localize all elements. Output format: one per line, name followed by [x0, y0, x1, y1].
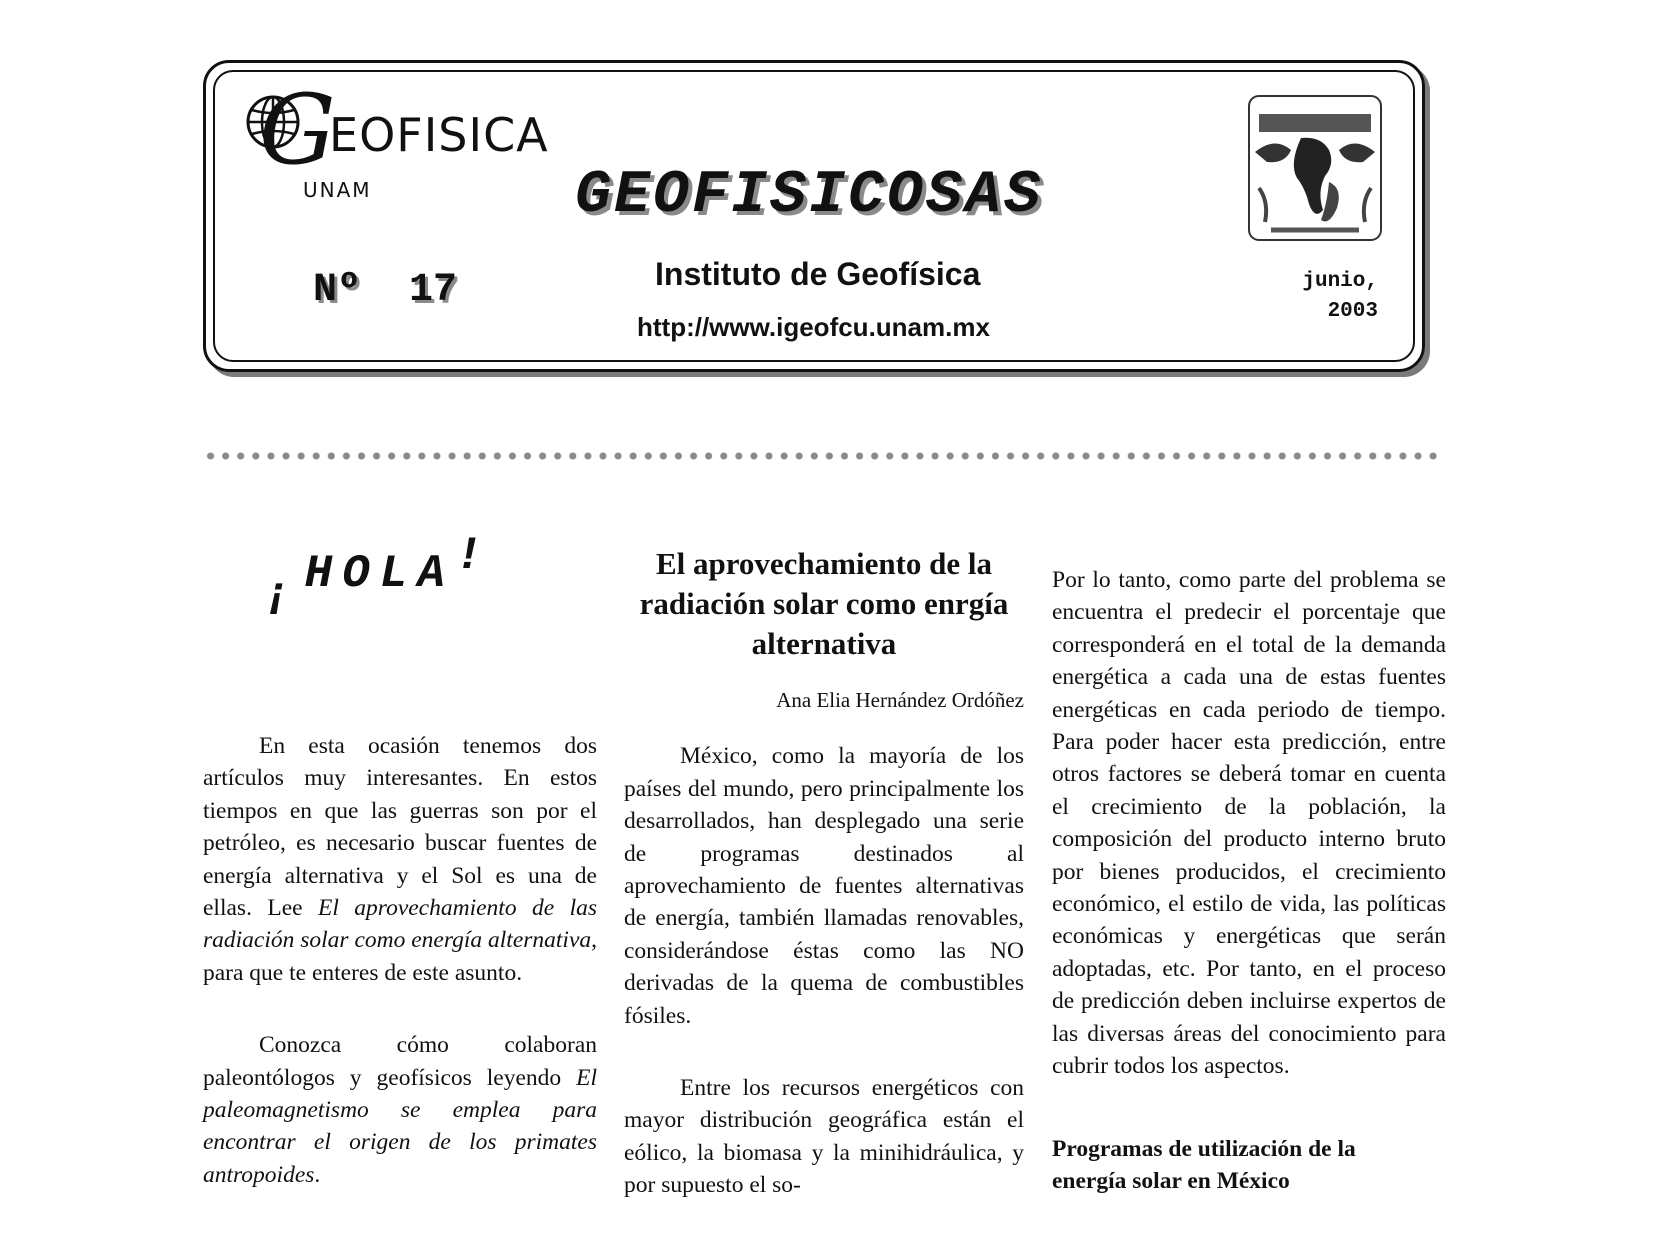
masthead-inner-frame [213, 70, 1415, 362]
geofisica-unam-logo [245, 74, 575, 204]
masthead [203, 60, 1425, 372]
article-byline: Ana Elia Hernández Ordóñez [776, 688, 1024, 712]
website-url: http://www.igeofcu.unam.mx [637, 312, 990, 342]
paragraph-gap [624, 1032, 1024, 1072]
hola-heading [263, 530, 483, 622]
intro-p2-text-a: Conozca cómo colaboran paleontólogos y geofísicos leyendo [203, 1032, 597, 1091]
issue-label: Nº [313, 268, 362, 313]
subheading-line-1: Programas de utilización de la [1052, 1135, 1356, 1162]
intro-p1-text-a: En esta ocasión tenemos dos artículos muy interesantes. En estos tiempos en que las guerras son por el petróleo, es necesario buscar fuentes de energía alternativa y el Sol es una de ellas. Lee [203, 733, 597, 922]
article-paragraph-1: México, como la mayoría de los países del mundo, pero principalmente los desarrollados, han desplegado una serie de programas destinados al aprovechamiento de fuentes alternativas de energía, también llamadas renovables, considerándose éstas como las NO derivadas de la quema de combustibles fósiles. [624, 743, 1024, 1029]
issue-date-year: 2003 [1327, 300, 1378, 323]
intro-p2-article-title: El paleomagnetismo se emplea para encontrar el origen de los primates antropoides [203, 1064, 597, 1188]
issue-date-month: junio, [1302, 270, 1378, 293]
logo-wordmark: EOFISICA [329, 108, 549, 162]
issue-date [1268, 267, 1378, 327]
column-article [624, 546, 1024, 1202]
logo-subtitle: UNAM [303, 178, 372, 202]
issue-number [313, 268, 457, 313]
section-subheading [1052, 1133, 1446, 1198]
intro-paragraph-2 [203, 1029, 597, 1191]
intro-p1-article-title: El aprovechamiento de las radiación solar como energía alternativa [203, 895, 598, 954]
hola-exclamation: ! [455, 530, 483, 582]
logo-g-letter: G [259, 74, 336, 186]
intro-paragraph-1 [203, 730, 597, 989]
intro-p2-text-b: . [314, 1161, 321, 1188]
newsletter-title: GEOFISICOSAS [575, 162, 1044, 230]
article-paragraph-2: Entre los recursos energéticos con mayor distribución geográfica están el eólico, la biomasa y la minihidráulica, y por supuesto el so- [624, 1075, 1024, 1199]
subheading-line-2: energía solar en México [1052, 1167, 1290, 1194]
dotted-divider [203, 451, 1443, 461]
article-title: El aprovechamiento de la radiación solar como enrgía alternativa [639, 546, 1009, 661]
column-intro [203, 730, 597, 1191]
paragraph-gap [1052, 1083, 1446, 1133]
intro-p1-text-b: , para que te enteres de este asunto. [203, 927, 598, 986]
issue-value: 17 [409, 268, 458, 313]
hola-word: HOLA [304, 548, 456, 600]
article-paragraph-continued: Por lo tanto, como parte del problema se encuentra el predecir el porcentaje que corresponderá en el total de la demanda energética a cada una de estas fuentes energéticas en cada periodo de tiempo. Para poder hacer esta predicción, entre otros factores se deberá tomar en cuenta el crecimiento de la población, la composición del producto interno bruto por bienes producidos, el crecimiento económico, el estilo de vida, las políticas económicas y energéticas que serán adoptadas, etc. Por tanto, en el proceso de predicción deben incluirse expertos de las diversas áreas del conocimiento para cubrir todos los aspectos. [1052, 567, 1446, 1080]
unam-seal-icon [1245, 92, 1385, 244]
institute-name: Instituto de Geofísica [655, 256, 981, 292]
column-article-continued [1052, 564, 1446, 1197]
hola-inverted-exclamation: ¡ [263, 570, 291, 622]
paragraph-gap [203, 989, 597, 1029]
